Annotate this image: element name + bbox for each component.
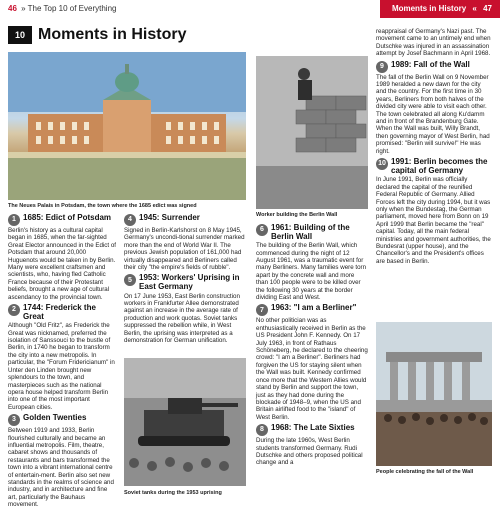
- list-item: [256, 224, 368, 301]
- item-title: 1968: The Late Sixties: [271, 423, 355, 433]
- column-4: [376, 28, 492, 268]
- left-page-number: 46: [8, 4, 17, 13]
- right-section-title: Moments in History: [391, 4, 467, 13]
- item-title: 1945: Surrender: [139, 213, 200, 222]
- item-title: 1989: Fall of the Wall: [391, 59, 470, 69]
- item-body: No other politician was as enthusiastically received in Berlin as the US President John F. Kennedy. On 17 July 1963, in front of Rathaus Schöneberg, he declared to the cheering crowd: "I am a Berliner". Berliners had forgiven the US for staying silent when the Wall was built. Kennedy confirmed once more that the Western Allies would stand by Berlin and support the town, just as they had done during the blockade of 1948–9, when the US and Britain airlifted food to the "island" of West Berlin.: [256, 317, 368, 421]
- list-item: [8, 214, 116, 301]
- page-title: Moments in History: [38, 26, 187, 43]
- column-3: [256, 224, 368, 470]
- item-title: 1961: Building of the Berlin Wall: [271, 223, 350, 241]
- item-number-badge: 8: [256, 424, 268, 436]
- list-item: [8, 304, 116, 411]
- soviet-tanks-photo: [124, 358, 246, 486]
- right-page-number: 47: [483, 4, 492, 13]
- continued-paragraph: reappraisal of Germany's Nazi past. The movement came to an untimely end when Dutschke was injured in an assassination attempt by Josef Bachmann in April 1968.: [376, 28, 491, 58]
- list-item: [376, 61, 492, 155]
- item-title: 1963: "I am a Berliner": [271, 303, 357, 313]
- item-body: The building of the Berlin Wall, which commenced during the night of 12 August 1961, was a traumatic event for many Berliners. Many families were torn apart by the concrete wall and more than 100 people were to be killed over the following 30 years at the border dividing East and West.: [256, 242, 367, 302]
- list-item: [256, 424, 368, 467]
- column-2: [124, 214, 246, 347]
- title-row: [8, 25, 186, 45]
- wall-worker-photo: [256, 56, 368, 209]
- item-body: Berlin's history as a cultural capital began in 1685, when the far-sighted Great Elector announced in the Edict of Potsdam that around 20,000 Huguenots would be taken in by Berlin. Many were excellent craftsmen and scientists, who, having fled Catholic France because of their Protestant beliefs, brought a new age of cultural ascendancy to the provincial town.: [8, 227, 117, 301]
- potsdam-palace-photo: [8, 52, 246, 200]
- page-header: [0, 0, 500, 18]
- celebration-illustration: [376, 322, 492, 466]
- item-body: Although "Old Fritz", as Frederick the Great was nicknamed, preferred the isolation of Sanssouci to the bustle of Berlin, in 1740 he began to transform the city into a new metropolis. In particular, the "Forum Fridericianum" in Unter den Linden brought new splendours to the town, and masterpieces such as the national opera house helped transform Berlin into one of the most important European cities.: [8, 322, 115, 411]
- item-title: 1991: Berlin becomes the capital of Germany: [391, 157, 488, 175]
- right-marker: «: [472, 4, 477, 13]
- list-item: [124, 214, 246, 271]
- potsdam-photo-caption: The Neues Palais in Potsdam, the town where the 1685 edict was signed: [8, 203, 197, 209]
- item-body: Signed in Berlin-Karlshorst on 8 May 1945, Germany's uncondi-tional surrender marked more than the end of World War II. The previous Jewish population of 161,000 had virtually disappeared and Berliners called their city "the empire's fields of rubble".: [124, 227, 245, 272]
- left-running-head: [8, 4, 116, 13]
- item-number-badge: 5: [124, 274, 136, 286]
- item-body: On 17 June 1953, East Berlin construction workers in Frankfurter Allee demonstrated against an increase in the average rate of production and work quotas. Soviet tanks suppressed the rebellion while, in West Berlin, the uprising was interpreted as a demonstration for German unification.: [124, 292, 240, 345]
- fall-of-wall-celebration-photo: [376, 322, 492, 466]
- item-body: During the late 1960s, West Berlin students transformed Germany. Rudi Dutschke and others proposed political change and a: [256, 437, 363, 467]
- palace-illustration: [8, 52, 246, 200]
- list-item: [8, 414, 116, 508]
- list-item: [124, 274, 246, 344]
- item-number-badge: 9: [376, 61, 388, 73]
- item-title: Golden Twenties: [23, 413, 87, 423]
- left-section-title: The Top 10 of Everything: [27, 4, 117, 13]
- item-number-badge: 6: [256, 224, 268, 236]
- item-body: Between 1919 and 1933, Berlin flourished culturally and became an influential metropolis. Film, theatre, cabaret shows and thousands of restaurants and bars transformed the town into a vibrant international centre of entertain-ment. Berlin also set new standards in the realms of science and industry, and in architecture and fine art, particularly the Bauhaus movement.: [8, 427, 114, 509]
- column-1: [8, 214, 116, 512]
- item-number-badge: 4: [124, 214, 136, 226]
- item-title: 1744: Frederick the Great: [23, 303, 96, 321]
- item-body: In June 1991, Berlin was officially declared the capital of the reunified Federal Republic of Germany. Allied Forces left the city during 1994, but it was only when the Bundestag, the German parliament, moved here from Bonn on 19 April 1999 that Berlin became the "real" capital. Today, all the main federal ministries and government authorities, the Bundesrat (upper house), and the Chancellor's and the President's offices are based in Berlin.: [376, 176, 491, 265]
- wall-photo-caption: Worker building the Berlin Wall: [256, 212, 338, 218]
- wall-illustration: [256, 56, 368, 209]
- item-title: 1685: Edict of Potsdam: [23, 213, 112, 222]
- item-number-badge: 1: [8, 214, 20, 226]
- item-number-badge: 7: [256, 304, 268, 316]
- item-title: 1953: Workers' Uprising in East Germany: [139, 273, 240, 292]
- item-number-badge: 10: [376, 158, 388, 170]
- top10-logo-icon: 10: [8, 26, 32, 44]
- item-number-badge: 2: [8, 304, 20, 316]
- item-body: The fall of the Berlin Wall on 9 November 1989 heralded a new dawn for the city and the country. For the first time in 30 years, Berliners from both halves of the divided city were able to visit each other. The town celebrated all along Ku'damm and in front of the Brandenburg Gate. When the Wall was built, Willy Brandt, then governing mayor of West Berlin, had promised: "Berlin will survive!" He was right.: [376, 73, 490, 155]
- tanks-illustration: [124, 358, 246, 486]
- left-marker: »: [21, 4, 26, 13]
- list-item: [376, 158, 492, 265]
- item-number-badge: 3: [8, 414, 20, 426]
- celebration-photo-caption: People celebrating the fall of the Wall: [376, 469, 474, 475]
- list-item: [256, 304, 368, 421]
- right-running-head: [380, 0, 500, 18]
- tanks-photo-caption: Soviet tanks during the 1953 uprising: [124, 490, 222, 496]
